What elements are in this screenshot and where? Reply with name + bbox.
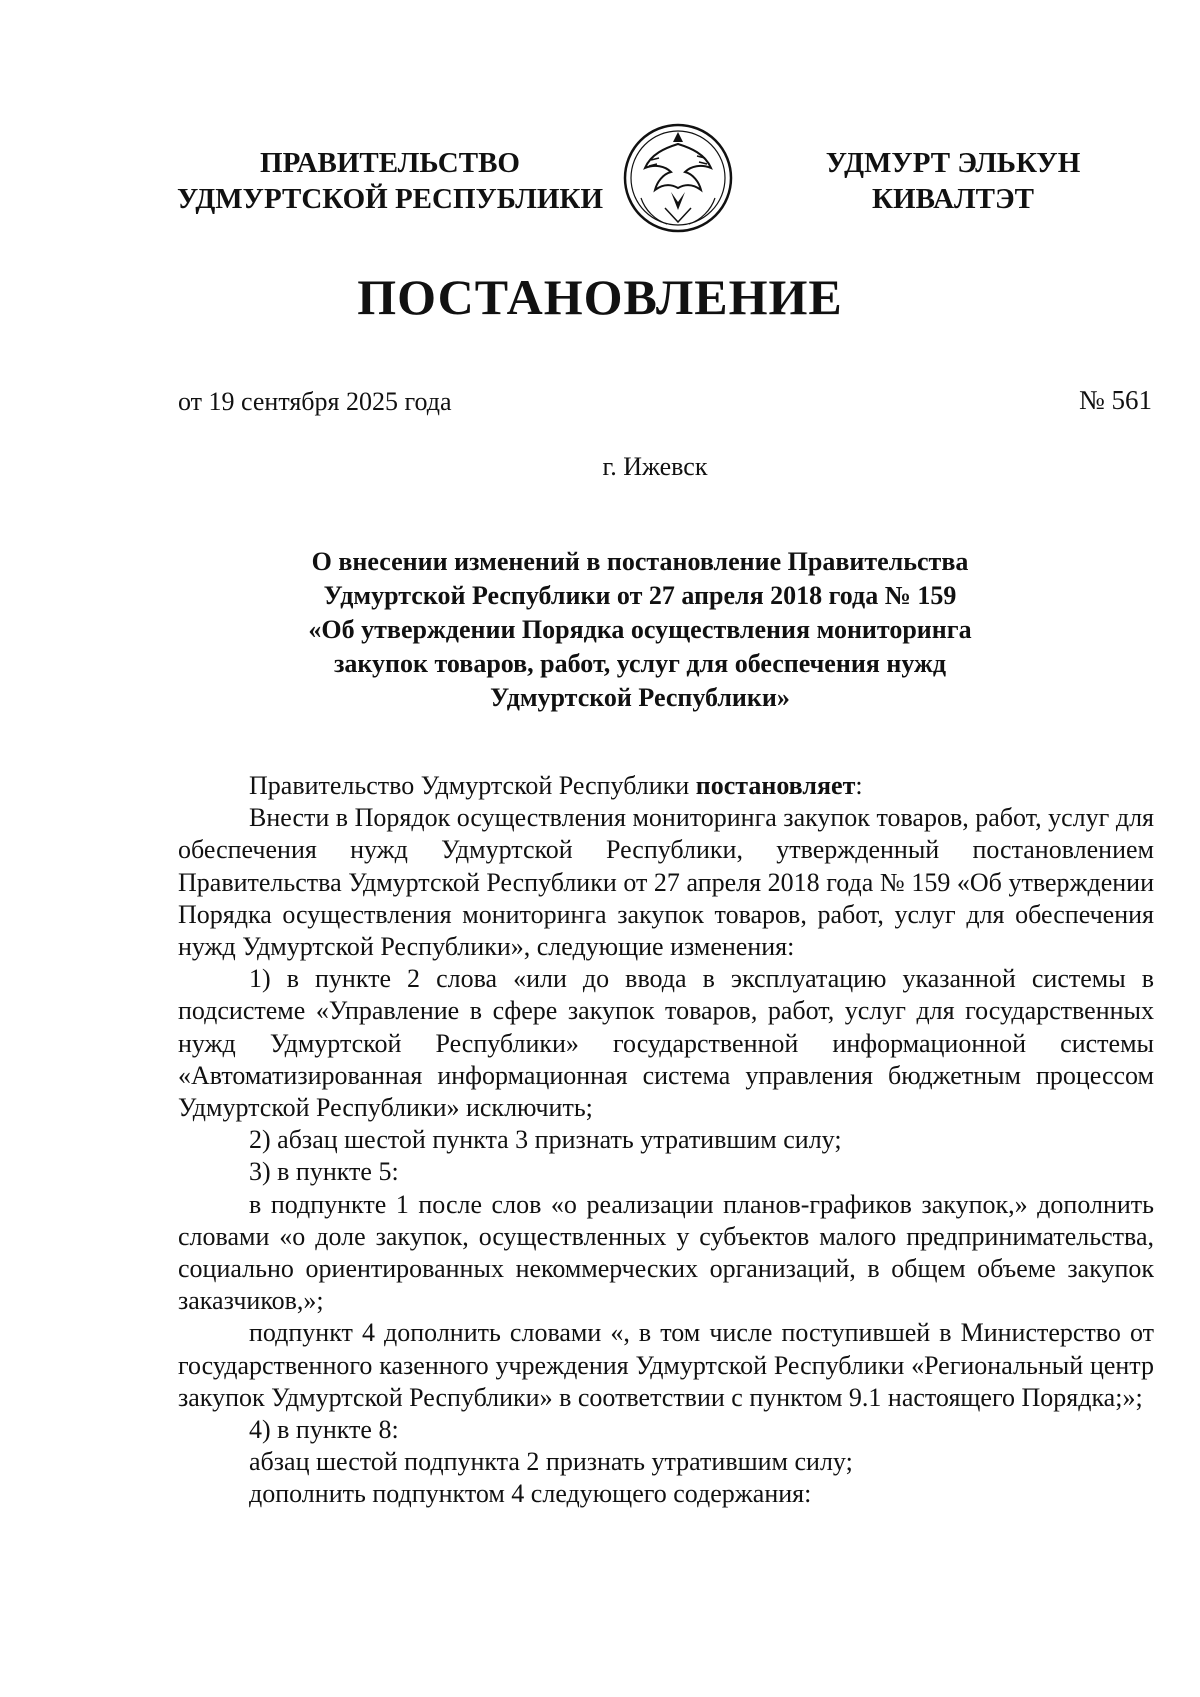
document-city: г. Ижевск [602,452,708,481]
title-line: «Об утверждении Порядка осуществления мониторинга [308,615,972,644]
coat-of-arms-icon [621,118,735,238]
document-type-heading: ПОСТАНОВЛЕНИЕ [357,269,843,325]
org-name-line: УДМУРТ ЭЛЬКУН [825,147,1081,179]
body-paragraph: Внести в Порядок осуществления мониторинга закупок товаров, работ, услуг для обеспечения нужд Удмуртской Республики, утвержденный постановлением Правительства Удмуртской Республики от 27 апреля 2018 года № 159 «Об утверждении Порядка осуществления мониторинга закупок товаров, работ, услуг для обеспечения нужд Удмуртской Республики», следующие изменения: [178,803,1154,962]
body-paragraph: 3) в пункте 5: [249,1157,399,1187]
document-number: № 561 [1078,385,1152,415]
body-paragraph: подпункт 4 дополнить словами «, в том числе поступившей в Министерство от государственного казенного учреждения Удмуртской Республики «Региональный центр закупок Удмуртской Республики» в соответствии с пунктом 9.1 настоящего Порядка;»; [178,1318,1154,1412]
title-line: Удмуртской Республики от 27 апреля 2018 года № 159 [323,581,957,610]
org-name-udmurt [803,145,1103,217]
org-name-line: УДМУРТСКОЙ РЕСПУБЛИКИ [176,183,604,215]
document-date: от 19 сентября 2025 года [178,387,452,416]
title-line: закупок товаров, работ, услуг для обеспечения нужд [333,649,947,678]
body-paragraph: в подпункте 1 после слов «о реализации планов-графиков закупок,» дополнить словами «о доле закупок, осуществленных у субъектов малого предпринимательства, социально ориентированных некоммерческих организаций, в общем объеме закупок заказчиков,»; [178,1189,1154,1316]
org-name-russian [170,145,610,217]
preamble-paragraph: Правительство Удмуртской Республики постановляет: [249,771,863,800]
document-title [270,545,1010,715]
body-paragraph: дополнить подпунктом 4 следующего содержания: [249,1479,812,1509]
body-paragraph: 4) в пункте 8: [249,1415,399,1445]
title-line: Удмуртской Республики» [490,683,790,712]
title-line: О внесении изменений в постановление Правительства [311,547,969,576]
body-paragraph: 1) в пункте 2 слова «или до ввода в эксплуатацию указанной системы в подсистеме «Управление в сфере закупок товаров, работ, услуг для государственных нужд Удмуртской Республики» государственной информационной системы «Автоматизированная информационная система управления бюджетным процессом Удмуртской Республики» исключить; [178,964,1154,1123]
resolves-keyword: постановляет [695,771,856,800]
org-name-line: ПРАВИТЕЛЬСТВО [260,147,520,179]
body-paragraph: абзац шестой подпункта 2 признать утратившим силу; [249,1447,853,1477]
document-body [178,770,1154,1511]
body-paragraph: 2) абзац шестой пункта 3 признать утратившим силу; [249,1125,842,1155]
org-name-line: КИВАЛТЭТ [871,183,1034,215]
